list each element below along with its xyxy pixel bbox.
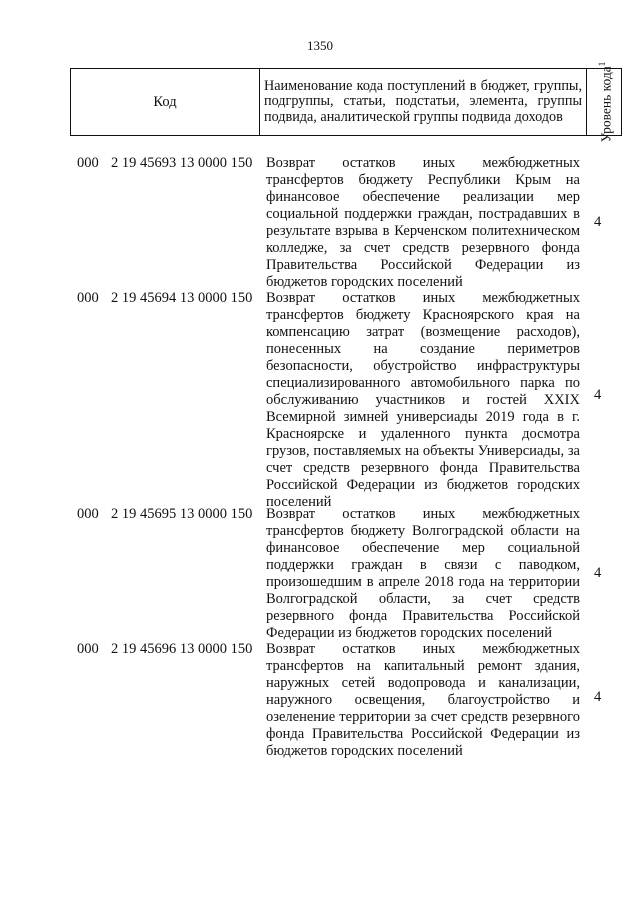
row-level: 4 <box>594 214 602 230</box>
row-name: Возврат остатков иных межбюджетных трансфертов на капитальный ремонт здания, наружных сетей водопровода и канализации, наружного освещения, благоустройство и озеленение территории за счет средств резервного фонда Правительства Российской Федерации из бюджетов городских поселений <box>266 641 580 759</box>
row-name: Возврат остатков иных межбюджетных трансфертов бюджету Республики Крым на финансовое обеспечение реализации мер социальной поддержки граждан, пострадавших в результате взрыва в Керченском политехническом колледже, за счет средств резервного фонда Правительства Российской Федерации из бюджетов городских поселений <box>266 155 580 290</box>
header-level-footnote: 1 <box>596 61 607 67</box>
row-code: 2 19 45695 13 0000 150 <box>111 506 253 522</box>
header-level-label: Уровень кода <box>598 66 614 143</box>
row-name: Возврат остатков иных межбюджетных трансфертов бюджету Волгоградской области на финансовое обеспечение мер социальной поддержки граждан в связи с паводком, произошедшим в апреле 2018 года на территории Волгоградской области, за счет средств резервного фонда Правительства Российской Федерации из бюджетов городских поселений <box>266 506 580 641</box>
row-name: Возврат остатков иных межбюджетных трансфертов бюджету Красноярского края на компенсацию затрат (возмещение расходов), понесенных на создание периметров безопасности, обустройство инфраструктуры специализированного автомобильного парка по обслуживанию участников и гостей XXIX Всемирной зимней универсиады 2019 года в г. Красноярске и удаленного пункта досмотра грузов, поставляемых на объекты Универсиады, за счет средств резервного фонда Правительства Российской Федерации из бюджетов городских поселений <box>266 290 580 510</box>
table-header <box>70 61 622 143</box>
header-name-label: Наименование кода поступлений в бюджет, группы, подгруппы, статьи, подстатьи, элемента, группы подвида, аналитической группы подвида доходов <box>264 77 582 125</box>
row-level: 4 <box>594 689 602 705</box>
row-level: 4 <box>594 565 602 581</box>
row-code: 2 19 45696 13 0000 150 <box>111 641 253 657</box>
row-code: 2 19 45693 13 0000 150 <box>111 155 253 171</box>
row-group: 000 <box>77 290 99 306</box>
page-number: 1350 <box>307 38 333 53</box>
header-name-cell <box>260 69 587 136</box>
header-level-cell <box>587 61 622 143</box>
row-group: 000 <box>77 641 99 657</box>
row-level: 4 <box>594 387 602 403</box>
row-group: 000 <box>77 155 99 171</box>
header-level-label-wrap <box>595 62 614 143</box>
row-code: 2 19 45694 13 0000 150 <box>111 290 253 306</box>
header-code-label: Код <box>153 93 177 110</box>
header-code-cell <box>71 69 260 136</box>
row-group: 000 <box>77 506 99 522</box>
